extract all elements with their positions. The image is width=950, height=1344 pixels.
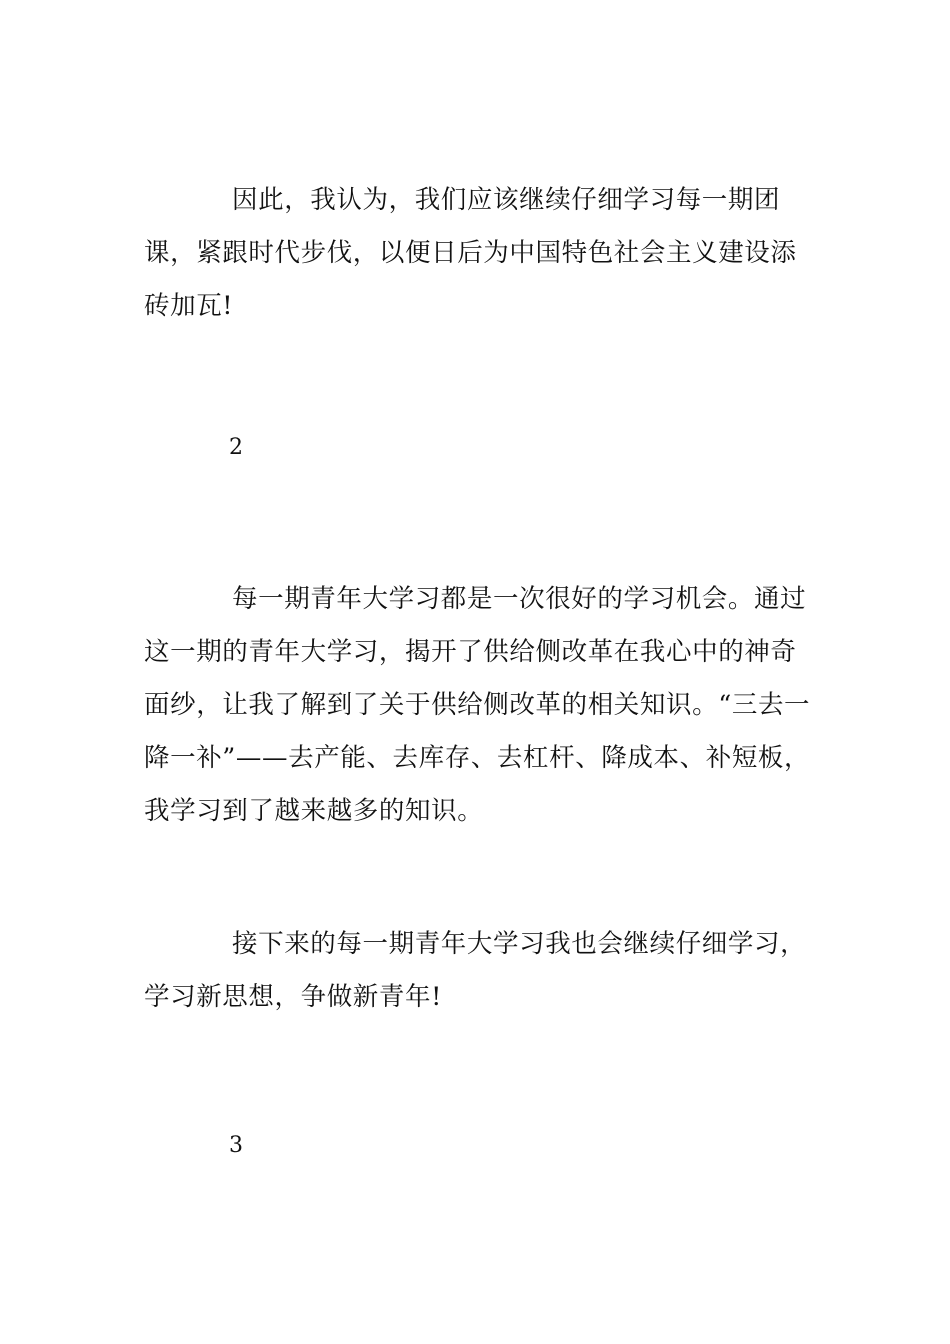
- paragraph-learning-opportunity: 每一期青年大学习都是一次很好的学习机会。通过这一期的青年大学习，揭开了供给侧改革在我心中的神奇面纱，让我了解到了关于供给侧改革的相关知识。“三去一降一补”——去产能、去库存、去杠杆、降成本、补短板，我学习到了越来越多的知识。: [144, 584, 811, 826]
- section-number-2: 2: [229, 435, 243, 460]
- paragraph-conclusion: 因此，我认为，我们应该继续仔细学习每一期团课，紧跟时代步伐，以便日后为中国特色社会主义建设添砖加瓦!: [144, 185, 797, 321]
- paragraph-continue-study: 接下来的每一期青年大学习我也会继续仔细学习，学习新思想，争做新青年!: [144, 929, 807, 1012]
- section-number-3: 3: [229, 1133, 243, 1158]
